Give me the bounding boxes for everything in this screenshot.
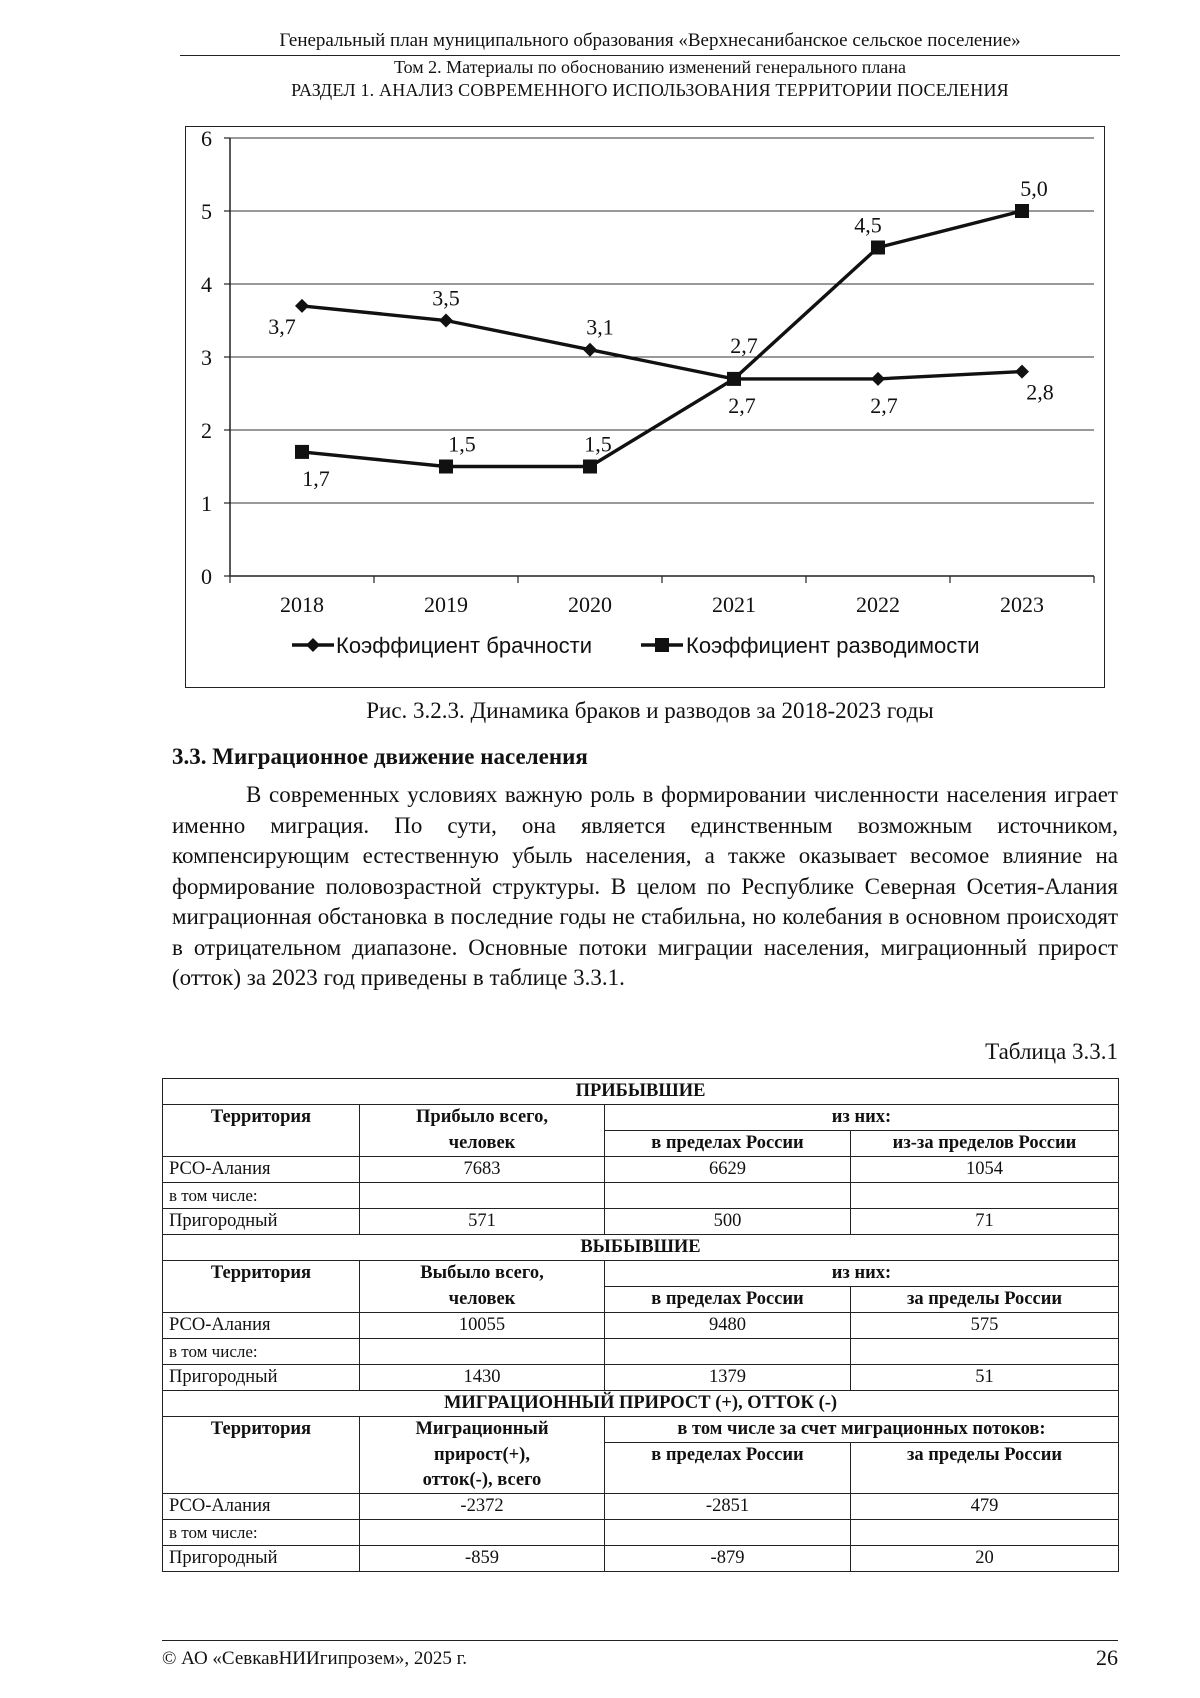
data-label: 1,5: [448, 431, 476, 457]
territory-header: Территория: [163, 1417, 360, 1443]
migration-table: [162, 1078, 1119, 1572]
total-cell: 7683: [360, 1157, 605, 1183]
within-russia-cell: -2851: [605, 1493, 851, 1519]
legend-label: Коэффициент разводимости: [686, 633, 980, 658]
subheader-row: [163, 1443, 1119, 1494]
x-tick-label: 2023: [1000, 592, 1044, 617]
document-header-title: Генеральный план муниципального образования «Верхнесанибанское сельское поселение»: [279, 30, 1021, 51]
series-line-1: [302, 306, 1022, 379]
outside-russia-header: из-за пределов России: [851, 1131, 1119, 1157]
column-header-row: [163, 1105, 1119, 1131]
footer-copyright: © АО «СевкавНИИгипрозем», 2025 г.: [162, 1648, 467, 1669]
outside-russia-cell: 51: [851, 1365, 1119, 1391]
within-russia-header: в пределах России: [605, 1287, 851, 1313]
y-tick-label: 1: [201, 491, 212, 516]
total-header-line1: Миграционный: [360, 1417, 605, 1443]
total-header-text-2: человек: [448, 1288, 516, 1309]
territory-header: Территория: [163, 1261, 360, 1287]
x-tick-label: 2019: [424, 592, 468, 617]
total-header-text-3: отток(-), всего: [422, 1469, 542, 1490]
table-row: [163, 1545, 1119, 1571]
within-russia-cell: [605, 1183, 851, 1209]
total-cell: [360, 1339, 605, 1365]
total-cell: 10055: [360, 1313, 605, 1339]
square-marker: [583, 460, 597, 474]
diamond-marker: [871, 372, 885, 386]
series-line-2: [302, 211, 1022, 467]
total-cell: -2372: [360, 1493, 605, 1519]
table-row: [163, 1339, 1119, 1365]
x-tick-label: 2021: [712, 592, 756, 617]
table-row: [163, 1365, 1119, 1391]
diamond-marker: [1015, 365, 1029, 379]
square-marker: [1015, 204, 1029, 218]
outside-russia-header: за пределы России: [851, 1287, 1119, 1313]
group-header: в том числе за счет миграционных потоков:: [605, 1417, 1119, 1443]
data-label: 1,5: [584, 431, 612, 457]
data-label: 2,7: [730, 332, 758, 358]
table-row: [163, 1157, 1119, 1183]
column-header-row: [163, 1261, 1119, 1287]
territory-cell: в том числе:: [163, 1519, 360, 1545]
x-tick-label: 2022: [856, 592, 900, 617]
total-header-text-2: прирост(+),: [434, 1444, 530, 1465]
document-header-volume: Том 2. Материалы по обоснованию изменений генерального плана: [393, 57, 907, 77]
total-header-line2: [360, 1443, 605, 1494]
section-title-row: [163, 1079, 1119, 1105]
body-paragraph: В современных условиях важную роль в формировании численности населения играет именно миграция. По сути, она является единственным возможным источником, компенсирующим естественную убыль населения, а также оказывает весомое влияние на формирование половозрастной структуры. В целом по Республике Северная Осетия-Алания миграционная обстановка в последние годы не стабильна, но колебания в основном происходят в отрицательном диапазоне. Основные потоки миграции населения, миграционный прирост (отток) за 2023 год приведены в таблице 3.3.1.: [172, 782, 1118, 990]
square-marker: [439, 460, 453, 474]
territory-cell: Пригородный: [163, 1365, 360, 1391]
legend-label: Коэффициент брачности: [336, 633, 593, 658]
territory-cell: РСО-Алания: [163, 1157, 360, 1183]
group-header: из них:: [605, 1261, 1119, 1287]
within-russia-cell: 6629: [605, 1157, 851, 1183]
section-title-row: [163, 1235, 1119, 1261]
table-section-title: ПРИБЫВШИЕ: [163, 1079, 1119, 1105]
y-tick-label: 4: [201, 272, 212, 297]
territory-header: Территория: [163, 1105, 360, 1131]
within-russia-cell: 500: [605, 1209, 851, 1235]
figure-caption: Рис. 3.2.3. Динамика браков и разводов за 2018-2023 годы: [366, 698, 934, 723]
x-tick-label: 2018: [280, 592, 324, 617]
table-label: Таблица 3.3.1: [985, 1039, 1118, 1064]
table-section-title: МИГРАЦИОННЫЙ ПРИРОСТ (+), ОТТОК (-): [163, 1391, 1119, 1417]
territory-cell: Пригородный: [163, 1545, 360, 1571]
table-row: [163, 1209, 1119, 1235]
data-label: 2,7: [728, 392, 756, 418]
diamond-marker: [583, 343, 597, 357]
square-marker: [871, 241, 885, 255]
y-tick-label: 2: [201, 418, 212, 443]
y-tick-label: 3: [201, 345, 212, 370]
outside-russia-cell: [851, 1183, 1119, 1209]
territory-header-blank: [163, 1443, 360, 1494]
within-russia-cell: -879: [605, 1545, 851, 1571]
group-header: из них:: [605, 1105, 1119, 1131]
data-label: 3,7: [268, 313, 296, 339]
outside-russia-cell: 20: [851, 1545, 1119, 1571]
section-title-row: [163, 1391, 1119, 1417]
territory-cell: в том числе:: [163, 1183, 360, 1209]
territory-header-blank: [163, 1131, 360, 1157]
within-russia-cell: [605, 1519, 851, 1545]
outside-russia-header: за пределы России: [851, 1443, 1119, 1494]
within-russia-cell: 9480: [605, 1313, 851, 1339]
within-russia-cell: 1379: [605, 1365, 851, 1391]
table-section-title: ВЫБЫВШИЕ: [163, 1235, 1119, 1261]
total-cell: 1430: [360, 1365, 605, 1391]
total-header-text-2: человек: [448, 1132, 516, 1153]
subheader-row: [163, 1287, 1119, 1313]
total-header-line2: [360, 1131, 605, 1157]
square-marker: [295, 445, 309, 459]
chart-frame: [185, 126, 1105, 688]
within-russia-header: в пределах России: [605, 1131, 851, 1157]
page-number: 26: [1096, 1645, 1118, 1670]
total-cell: 571: [360, 1209, 605, 1235]
data-label: 2,8: [1026, 379, 1054, 405]
total-cell: [360, 1519, 605, 1545]
section-title: 3.3. Миграционное движение населения: [172, 744, 588, 769]
outside-russia-cell: 1054: [851, 1157, 1119, 1183]
territory-cell: РСО-Алания: [163, 1313, 360, 1339]
data-label: 2,7: [870, 392, 898, 418]
y-tick-label: 0: [201, 564, 212, 589]
column-header-row: [163, 1417, 1119, 1443]
data-label: 1,7: [302, 465, 330, 491]
document-header-section: РАЗДЕЛ 1. АНАЛИЗ СОВРЕМЕННОГО ИСПОЛЬЗОВАНИЯ ТЕРРИТОРИИ ПОСЕЛЕНИЯ: [291, 80, 1009, 100]
legend-diamond-marker: [306, 638, 320, 652]
outside-russia-cell: 575: [851, 1313, 1119, 1339]
diamond-marker: [439, 314, 453, 328]
square-marker: [727, 372, 741, 386]
footer-divider: [162, 1640, 1118, 1641]
territory-cell: Пригородный: [163, 1209, 360, 1235]
diamond-marker: [295, 299, 309, 313]
table-row: [163, 1493, 1119, 1519]
x-tick-label: 2020: [568, 592, 612, 617]
outside-russia-cell: [851, 1519, 1119, 1545]
data-label: 3,5: [432, 285, 460, 311]
data-label: 3,1: [586, 314, 614, 340]
within-russia-cell: [605, 1339, 851, 1365]
within-russia-header: в пределах России: [605, 1443, 851, 1494]
total-cell: [360, 1183, 605, 1209]
subheader-row: [163, 1131, 1119, 1157]
data-label: 5,0: [1020, 176, 1048, 201]
table-row: [163, 1183, 1119, 1209]
territory-header-blank: [163, 1287, 360, 1313]
outside-russia-cell: 479: [851, 1493, 1119, 1519]
table-row: [163, 1313, 1119, 1339]
y-tick-label: 5: [201, 199, 212, 224]
total-header-line1: Прибыло всего,: [360, 1105, 605, 1131]
total-header-line1: Выбыло всего,: [360, 1261, 605, 1287]
outside-russia-cell: 71: [851, 1209, 1119, 1235]
header-divider: [180, 55, 1120, 56]
y-tick-label: 6: [201, 127, 212, 151]
data-label: 4,5: [854, 212, 882, 238]
outside-russia-cell: [851, 1339, 1119, 1365]
total-header-line2: [360, 1287, 605, 1313]
territory-cell: в том числе:: [163, 1339, 360, 1365]
legend-square-marker: [655, 638, 669, 652]
table-row: [163, 1519, 1119, 1545]
line-chart: [186, 127, 1104, 687]
total-cell: -859: [360, 1545, 605, 1571]
territory-cell: РСО-Алания: [163, 1493, 360, 1519]
